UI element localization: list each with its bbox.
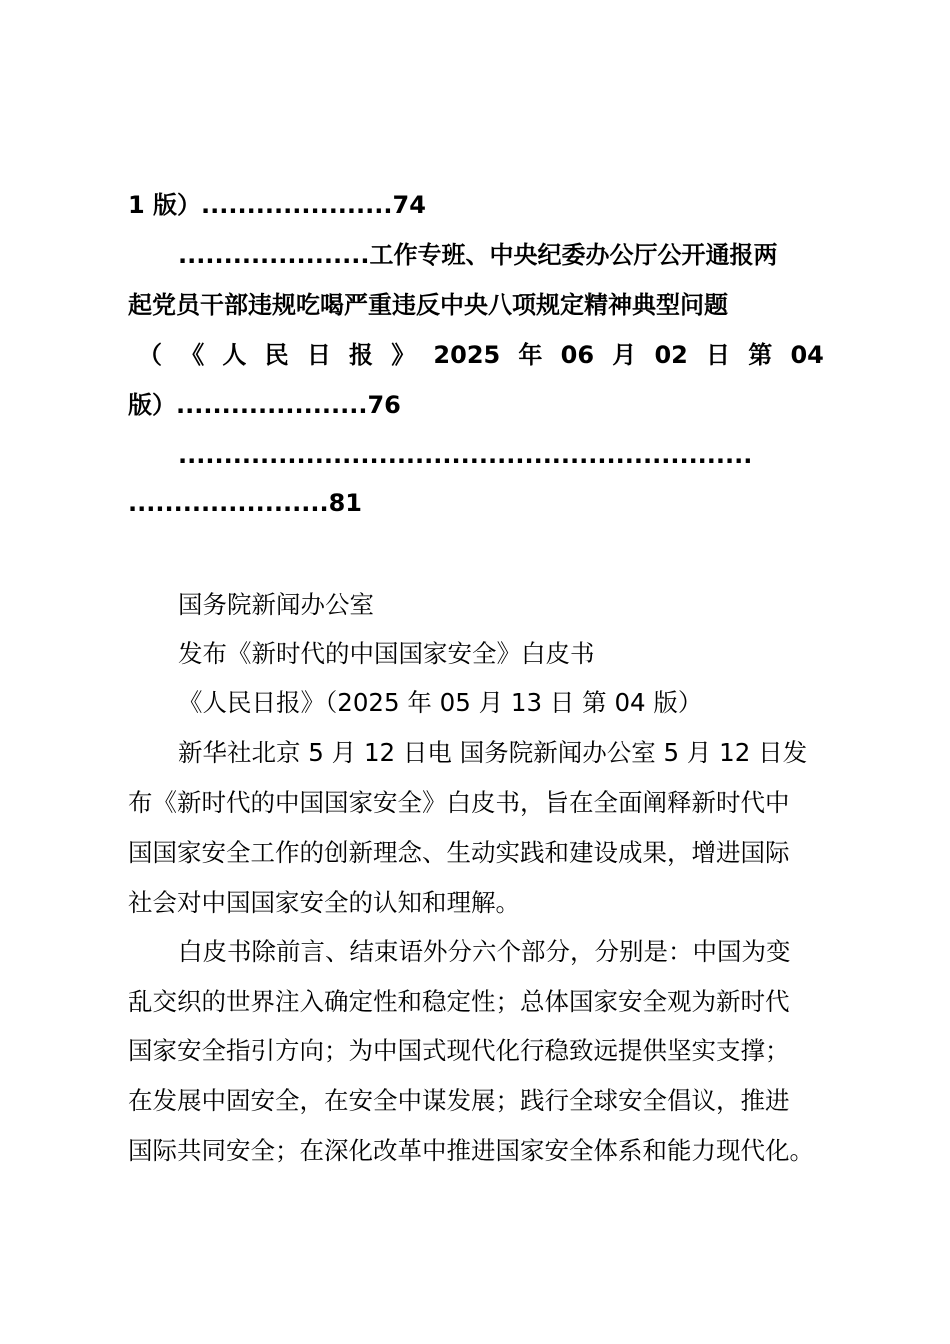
toc-entry-leader-line[interactable]: ............................................................... [178, 441, 753, 469]
toc-citation-token: 《 [180, 341, 205, 369]
toc-entry-page-81[interactable]: ......................81 [128, 489, 362, 517]
paragraph-line: 新华社北京 5 月 12 日电 国务院新闻办公室 5 月 12 日发 [178, 738, 808, 767]
toc-citation-token: 第 [748, 341, 773, 369]
toc-citation-token: （ [138, 341, 162, 369]
toc-citation-token: 日 [706, 341, 731, 369]
toc-citation-token: 年 [518, 341, 543, 369]
toc-citation-token: 04 [790, 341, 824, 369]
toc-citation-token: 02 [654, 341, 688, 369]
article-citation: 《人民日报》（2025 年 05 月 13 日 第 04 版） [178, 688, 703, 717]
paragraph-line: 白皮书除前言、结束语外分六个部分，分别是：中国为变 [178, 937, 791, 966]
toc-entry-page-74[interactable]: 1 版）.....................74 [128, 191, 426, 219]
toc-citation-token: 月 [612, 341, 637, 369]
toc-entry-title-line[interactable]: .....................工作专班、中央纪委办公厅公开通报两 [178, 241, 778, 269]
paragraph-line: 社会对中国国家安全的认知和理解。 [128, 888, 520, 917]
article-source: 国务院新闻办公室 [178, 590, 374, 619]
paragraph-line: 国际共同安全；在深化改革中推进国家安全体系和能力现代化。 [128, 1136, 814, 1165]
toc-entry-title-line[interactable]: 起党员干部违规吃喝严重违反中央八项规定精神典型问题 [128, 291, 728, 319]
toc-citation-token: 人 [222, 341, 247, 369]
paragraph-line: 国国家安全工作的创新理念、生动实践和建设成果，增进国际 [128, 838, 790, 867]
toc-entry-citation-line[interactable] [138, 340, 824, 370]
toc-citation-token: 民 [264, 341, 289, 369]
toc-citation-token: 2025 [433, 341, 501, 369]
toc-citation-token: 报 [349, 341, 374, 369]
toc-citation-token: 06 [560, 341, 595, 369]
paragraph-line: 国家安全指引方向；为中国式现代化行稳致远提供坚实支撑； [128, 1036, 790, 1065]
article-title: 发布《新时代的中国国家安全》白皮书 [178, 639, 595, 668]
paragraph-line: 在发展中固安全，在安全中谋发展；践行全球安全倡议，推进 [128, 1086, 790, 1115]
toc-entry-page-76[interactable]: 版）.....................76 [128, 391, 401, 419]
paragraph-line: 乱交织的世界注入确定性和稳定性；总体国家安全观为新时代 [128, 987, 790, 1016]
paragraph-line: 布《新时代的中国国家安全》白皮书，旨在全面阐释新时代中 [128, 788, 790, 817]
toc-citation-token: 日 [306, 341, 331, 369]
toc-citation-token: 》 [391, 341, 416, 369]
